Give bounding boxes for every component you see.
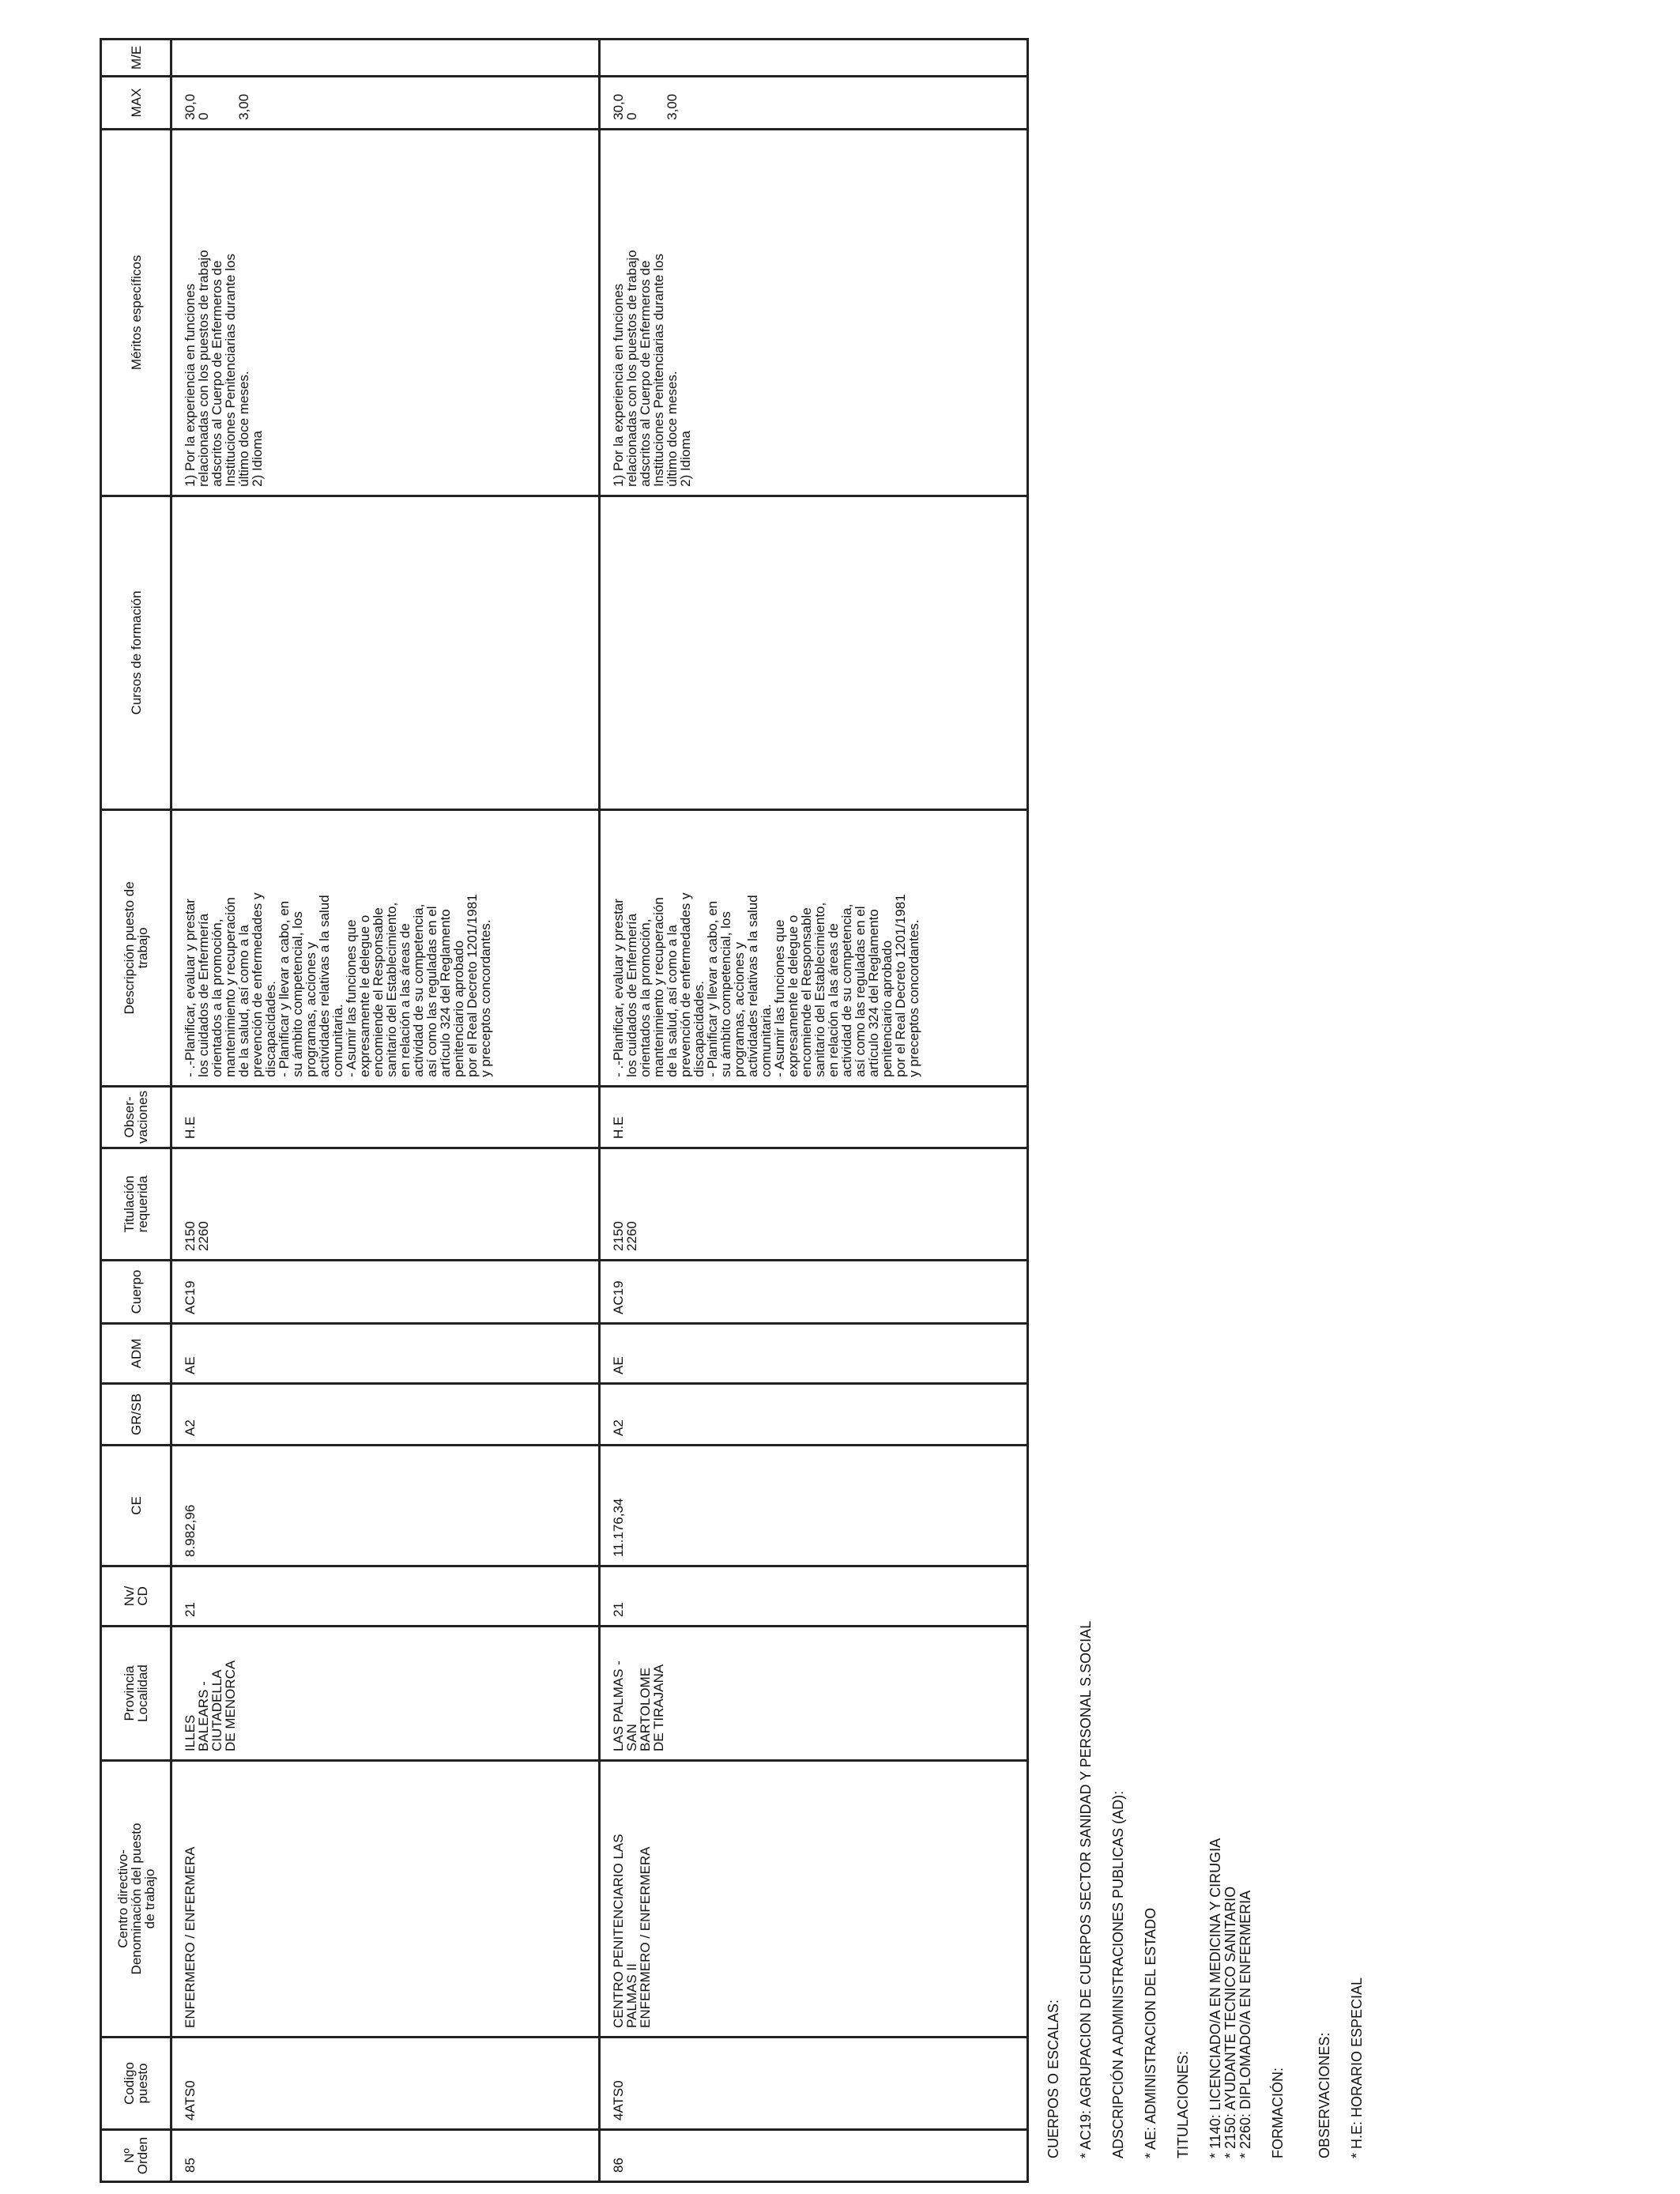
- cell-orden: 85: [171, 2130, 600, 2182]
- cell-nivel: 21: [600, 1566, 1028, 1627]
- cell-codigo: 4ATS0: [171, 2038, 600, 2130]
- header-titulacion: Titulación requerida: [101, 1148, 171, 1261]
- header-me: M/E: [101, 39, 171, 76]
- header-cuerpo: Cuerpo: [101, 1261, 171, 1324]
- cell-centro: [171, 1761, 600, 2038]
- cell-centro: [600, 1761, 1028, 2038]
- cell-descripcion: - .-Planificar, evaluar y prestar los cuidados de Enfermería orientados a la promoción, mantenimiento y recuperación de la salud, así como a la prevención de enfermedades y discapacidades. - Planificar y llevar a cabo, en su ámbito competencial, los programas, acciones y actividades relativas a la salud comunitaria. - Asumir las funciones que expresamente le delegue o encomiende el Responsable sanitario del Establecimiento, en relación a las áreas de actividad de su competencia, así como las reguladas en el artículo 324 del Reglamento penitenciario aprobado por el Real Decreto 1201/1981 y preceptos concordantes.: [600, 809, 1028, 1086]
- cell-titulacion: 2150 2260: [600, 1148, 1028, 1261]
- header-grsb: GR/SB: [101, 1384, 171, 1446]
- cell-cursos: [171, 496, 600, 809]
- cell-ce: 11.176,34: [600, 1446, 1028, 1566]
- header-ce: CE: [101, 1446, 171, 1566]
- cell-titulacion: 2150 2260: [171, 1148, 600, 1261]
- legend-titulaciones-title: TITULACIONES:: [1175, 2050, 1191, 2158]
- header-meritos: Méritos específicos: [101, 129, 171, 496]
- header-codigo: Codigo puesto: [101, 2038, 171, 2130]
- cell-cursos: [600, 496, 1028, 809]
- legend-cuerpos-title: CUERPOS O ESCALAS:: [1045, 1999, 1061, 2158]
- header-cursos: Cursos de formación: [101, 496, 171, 809]
- cell-provincia: ILLES BALEARS - CIUTADELLA DE MENORCA: [171, 1627, 600, 1761]
- cell-denominacion: ENFERMERO / ENFERMERA: [183, 1846, 198, 2028]
- header-centro: Centro directivo- Denominación del puesto de trabajo: [101, 1761, 171, 2038]
- legend-adscripcion-items: * AE: ADMINISTRACION DEL ESTADO: [1143, 1907, 1158, 2158]
- header-descripcion: Descripción puesto de trabajo: [101, 809, 171, 1086]
- cell-codigo: 4ATS0: [600, 2038, 1028, 2130]
- cell-descripcion: - .-Planificar, evaluar y prestar los cuidados de Enfermería orientados a la promoción, mantenimiento y recuperación de la salud, así como a la prevención de enfermedades y discapacidades. - Planificar y llevar a cabo, en su ámbito competencial, los programas, acciones y actividades relativas a la salud comunitaria. - Asumir las funciones que expresamente le delegue o encomiende el Responsable sanitario del Establecimiento, en relación a las áreas de actividad de su competencia, así como las reguladas en el artículo 324 del Reglamento penitenciario aprobado por el Real Decreto 1201/1981 y preceptos concordantes.: [171, 809, 600, 1086]
- cell-me: [600, 39, 1028, 76]
- cell-max: 30,0 0 3,00: [600, 76, 1028, 129]
- cell-cuerpo: AC19: [171, 1261, 600, 1324]
- vacancy-table: [100, 38, 1029, 2183]
- table-row: [171, 39, 600, 2181]
- cell-me: [171, 39, 600, 76]
- legend: [1046, 1621, 1365, 2158]
- cell-adm: AE: [600, 1324, 1028, 1384]
- legend-observaciones-items: * H.E: HORARIO ESPECIAL: [1349, 1977, 1365, 2158]
- table-row: [600, 39, 1028, 2181]
- header-row: [101, 39, 171, 2181]
- cell-nivel: 21: [171, 1566, 600, 1627]
- cell-provincia: LAS PALMAS - SAN BARTOLOME DE TIRAJANA: [600, 1627, 1028, 1761]
- header-orden: Nº Orden: [101, 2130, 171, 2182]
- cell-centro-directivo: CENTRO PENITENCIARIO LAS PALMAS II: [611, 1834, 639, 2028]
- cell-meritos: 1) Por la experiencia en funciones relacionadas con los puestos de trabajo adscritos al Cuerpo de Enfermeros de Instituciones Penitenciarias durante los último doce meses. 2) Idioma: [171, 129, 600, 496]
- cell-grsb: A2: [171, 1384, 600, 1446]
- legend-cuerpos-items: * AC19: AGRUPACION DE CUERPOS SECTOR SANIDAD Y PERSONAL S.SOCIAL: [1078, 1620, 1094, 2158]
- header-provincia: Provincia Localidad: [101, 1627, 171, 1761]
- legend-titulaciones-items: * 1140: LICENCIADO/A EN MEDICINA Y CIRUGIA * 2150: AYUDANTE TECNICO SANITARIO * 2260: DIPLOMADO/A EN ENFERMERIA: [1207, 1838, 1253, 2158]
- cell-grsb: A2: [600, 1384, 1028, 1446]
- header-observaciones: Obser- vaciones: [101, 1086, 171, 1148]
- cell-max: 30,0 0 3,00: [171, 76, 600, 129]
- cell-ce: 8.982,96: [171, 1446, 600, 1566]
- legend-observaciones-title: OBSERVACIONES:: [1317, 2032, 1332, 2158]
- cell-orden: 86: [600, 2130, 1028, 2182]
- cell-cuerpo: AC19: [600, 1261, 1028, 1324]
- legend-adscripcion-title: ADSCRIPCIÓN A ADMINISTRACIONES PUBLICAS (AD):: [1110, 1790, 1126, 2158]
- cell-adm: AE: [171, 1324, 600, 1384]
- header-nivel: Nv/ CD: [101, 1566, 171, 1627]
- legend-formacion-title: FORMACIÓN:: [1270, 2068, 1286, 2158]
- cell-observaciones: H.E: [600, 1086, 1028, 1148]
- header-max: MAX: [101, 76, 171, 129]
- header-adm: ADM: [101, 1324, 171, 1384]
- cell-observaciones: H.E: [171, 1086, 600, 1148]
- cell-denominacion: ENFERMERO / ENFERMERA: [638, 1846, 653, 2028]
- cell-meritos: 1) Por la experiencia en funciones relacionadas con los puestos de trabajo adscritos al Cuerpo de Enfermeros de Instituciones Penitenciarias durante los último doce meses. 2) Idioma: [600, 129, 1028, 496]
